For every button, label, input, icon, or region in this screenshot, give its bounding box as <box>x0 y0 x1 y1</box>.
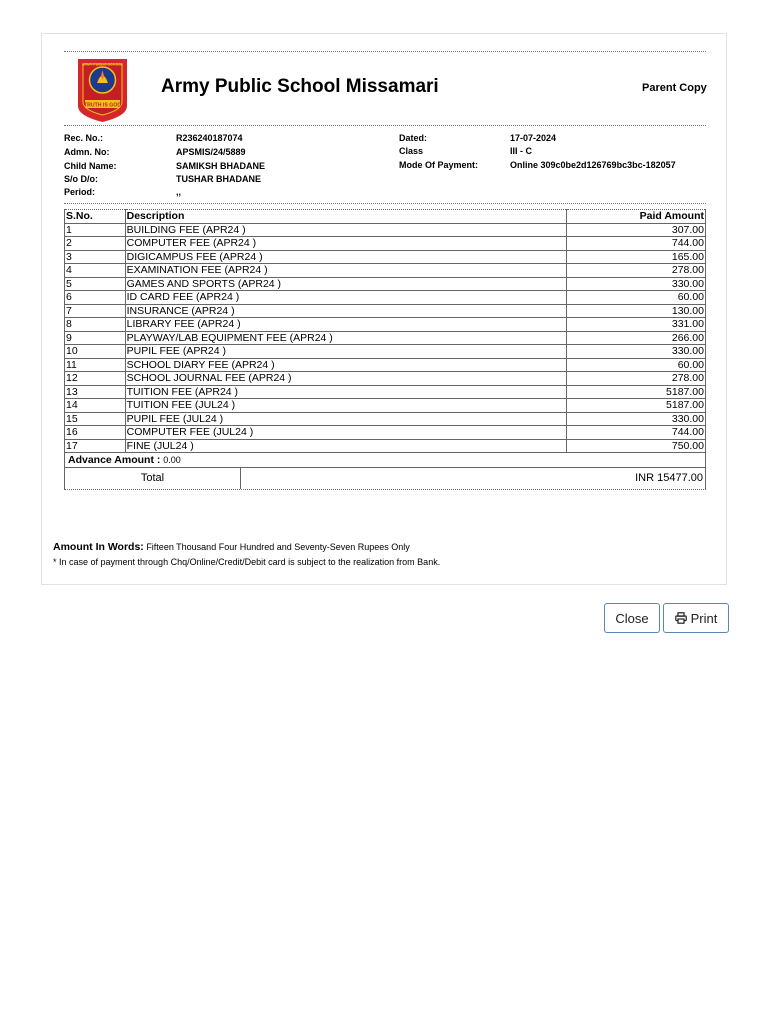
fee-sno: 16 <box>65 426 126 440</box>
fee-sno: 11 <box>65 358 126 372</box>
fee-amount: 331.00 <box>566 318 705 332</box>
fee-row <box>65 358 706 372</box>
parent-value: TUSHAR BHADANE <box>176 174 261 184</box>
fee-description: COMPUTER FEE (APR24 ) <box>125 237 566 251</box>
close-button-label: Close <box>615 610 649 626</box>
amount-in-words <box>53 541 410 553</box>
child-name-label: Child Name: <box>64 161 117 171</box>
fee-description: LIBRARY FEE (APR24 ) <box>125 318 566 332</box>
top-divider <box>64 51 706 52</box>
school-logo <box>75 56 130 123</box>
fee-description: INSURANCE (APR24 ) <box>125 304 566 318</box>
fee-row <box>65 250 706 264</box>
fee-sno: 3 <box>65 250 126 264</box>
fee-sno: 13 <box>65 385 126 399</box>
fee-row <box>65 331 706 345</box>
rec-no-value: R236240187074 <box>176 133 243 143</box>
fee-description: PLAYWAY/LAB EQUIPMENT FEE (APR24 ) <box>125 331 566 345</box>
fee-description: PUPIL FEE (APR24 ) <box>125 345 566 359</box>
class-value: III - C <box>510 146 532 156</box>
fee-row <box>65 264 706 278</box>
advance-value: 0.00 <box>163 455 181 465</box>
fee-description: PUPIL FEE (JUL24 ) <box>125 412 566 426</box>
payment-mode-value: Online 309c0be2d126769bc3bc-182057 <box>510 160 676 170</box>
logo-banner-text: TRUTH IS GOD <box>83 102 122 109</box>
fee-amount: 5187.00 <box>566 399 705 413</box>
parent-label: S/o D/o: <box>64 174 98 184</box>
fee-description: TUITION FEE (JUL24 ) <box>125 399 566 413</box>
col-sno-header: S.No. <box>65 210 126 224</box>
close-button[interactable] <box>604 603 660 633</box>
period-value: ,, <box>176 187 182 197</box>
dated-label: Dated: <box>399 133 428 143</box>
rec-no-label: Rec. No.: <box>64 133 104 143</box>
fee-row <box>65 385 706 399</box>
fee-row <box>65 372 706 386</box>
fee-amount: 165.00 <box>566 250 705 264</box>
fee-row <box>65 426 706 440</box>
fee-row <box>65 412 706 426</box>
fee-sno: 15 <box>65 412 126 426</box>
admn-no-value: APSMIS/24/5889 <box>176 147 246 157</box>
fee-row <box>65 399 706 413</box>
fee-row <box>65 237 706 251</box>
fee-sno: 2 <box>65 237 126 251</box>
fee-sno: 5 <box>65 277 126 291</box>
fee-sno: 9 <box>65 331 126 345</box>
payment-mode-label: Mode Of Payment: <box>399 160 479 170</box>
fee-row <box>65 318 706 332</box>
advance-amount <box>64 453 706 467</box>
total-row <box>64 467 706 490</box>
fee-description: EXAMINATION FEE (APR24 ) <box>125 264 566 278</box>
fee-sno: 8 <box>65 318 126 332</box>
total-label: Total <box>65 468 241 489</box>
fee-amount: 744.00 <box>566 426 705 440</box>
class-label: Class <box>399 146 424 156</box>
fee-amount: 60.00 <box>566 291 705 305</box>
fee-description: COMPUTER FEE (JUL24 ) <box>125 426 566 440</box>
fee-description: DIGICAMPUS FEE (APR24 ) <box>125 250 566 264</box>
fee-sno: 7 <box>65 304 126 318</box>
fee-table <box>64 209 706 453</box>
payment-note: * In case of payment through Chq/Online/Credit/Debit card is subject to the realization from Bank. <box>53 557 441 567</box>
print-button-label: Print <box>690 610 718 626</box>
fee-sno: 1 <box>65 223 126 237</box>
fee-amount: 60.00 <box>566 358 705 372</box>
fee-description: GAMES AND SPORTS (APR24 ) <box>125 277 566 291</box>
fee-sno: 17 <box>65 439 126 453</box>
fee-amount: 330.00 <box>566 345 705 359</box>
fee-table-header <box>65 210 706 224</box>
fee-row <box>65 439 706 453</box>
fee-sno: 4 <box>65 264 126 278</box>
fee-amount: 278.00 <box>566 372 705 386</box>
admn-no-label: Admn. No: <box>64 147 110 157</box>
fee-amount: 330.00 <box>566 277 705 291</box>
copy-label: Parent Copy <box>642 82 707 94</box>
total-value: INR 15477.00 <box>635 472 703 484</box>
col-description-header: Description <box>125 210 566 224</box>
fee-amount: 266.00 <box>566 331 705 345</box>
fee-description: FINE (JUL24 ) <box>125 439 566 453</box>
fee-amount: 750.00 <box>566 439 705 453</box>
fee-row <box>65 345 706 359</box>
header-divider <box>64 125 706 126</box>
print-icon <box>675 612 687 624</box>
fee-amount: 5187.00 <box>566 385 705 399</box>
school-name: Army Public School Missamari <box>161 76 439 97</box>
fee-row <box>65 291 706 305</box>
fee-amount: 278.00 <box>566 264 705 278</box>
amount-words-label: Amount In Words: <box>53 541 144 553</box>
fee-sno: 6 <box>65 291 126 305</box>
fee-description: TUITION FEE (APR24 ) <box>125 385 566 399</box>
fee-row <box>65 223 706 237</box>
fee-row <box>65 304 706 318</box>
print-button[interactable] <box>663 603 729 633</box>
fee-row <box>65 277 706 291</box>
logo-top-text: ARMY PUBLIC SCHOOL <box>81 62 124 67</box>
fee-sno: 10 <box>65 345 126 359</box>
fee-description: SCHOOL JOURNAL FEE (APR24 ) <box>125 372 566 386</box>
fee-description: BUILDING FEE (APR24 ) <box>125 223 566 237</box>
child-name-value: SAMIKSH BHADANE <box>176 161 266 171</box>
col-amount-header: Paid Amount <box>566 210 705 224</box>
fee-amount: 744.00 <box>566 237 705 251</box>
advance-label: Advance Amount : <box>68 454 161 466</box>
amount-words-value: Fifteen Thousand Four Hundred and Seventy-Seven Rupees Only <box>146 542 410 552</box>
fee-description: ID CARD FEE (APR24 ) <box>125 291 566 305</box>
info-divider <box>64 203 706 204</box>
fee-amount: 130.00 <box>566 304 705 318</box>
fee-amount: 307.00 <box>566 223 705 237</box>
fee-sno: 12 <box>65 372 126 386</box>
fee-description: SCHOOL DIARY FEE (APR24 ) <box>125 358 566 372</box>
period-label: Period: <box>64 187 96 197</box>
fee-amount: 330.00 <box>566 412 705 426</box>
dated-value: 17-07-2024 <box>510 133 557 143</box>
fee-sno: 14 <box>65 399 126 413</box>
